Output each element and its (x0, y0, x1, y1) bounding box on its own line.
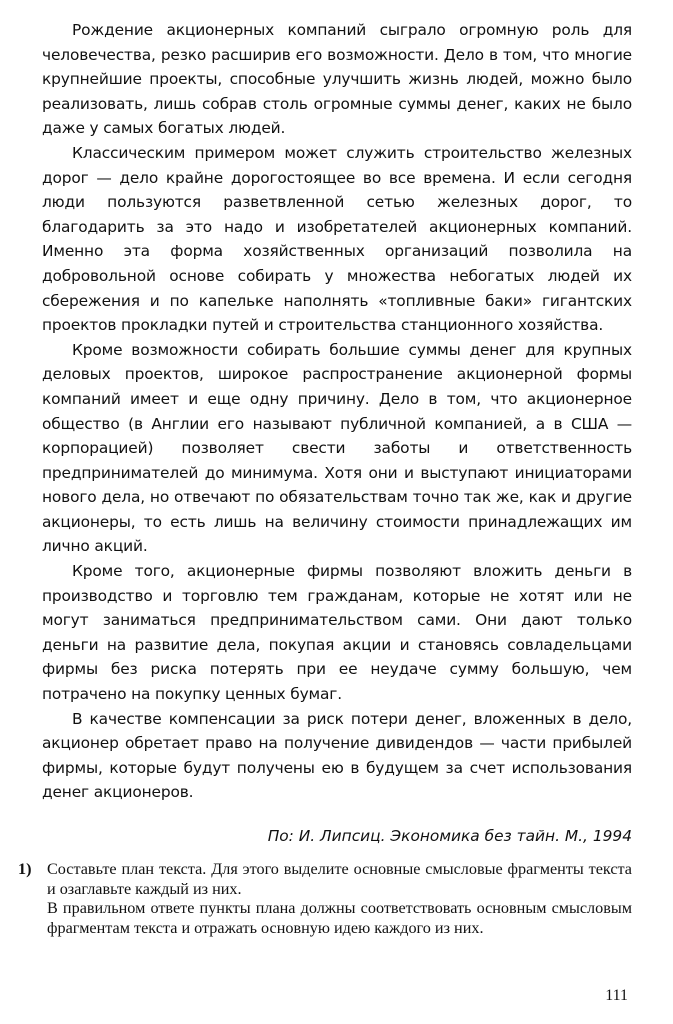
task-note: В правильном ответе пункты плана должны соответствовать основным смысловым фрагментам текста и отражать основную идею каждого из них. (47, 899, 632, 937)
task-body (47, 860, 632, 938)
paragraph-4: Кроме того, акционерные фирмы позволяют вложить деньги в производство и торговлю тем гражданам, которые не хотят или не могут заниматься предпринимательством сами. Они дают только деньги на развитие дела, покупая акции и становясь совладельцами фирмы без риска потерять при ее неудаче сумму большую, чем потрачено на покупку ценных бумаг. (42, 562, 632, 704)
paragraph-3: Кроме возможности собирать большие суммы денег для крупных деловых проектов, широкое распространение акционерной формы компаний имеет и еще одну причину. Дело в том, что акционерное общество (в Англии его называют публичной компанией, а в США — корпорацией) позволяет свести заботы и ответственность предпринимателей до минимума. Хотя они и выступают инициаторами нового дела, но отвечают по обязательствам точно так же, как и другие акционеры, то есть лишь на величину стоимости принадлежащих им лично акций. (42, 340, 632, 556)
paragraph-2: Классическим примером может служить строительство железных дорог — дело крайне дорогостоящее во все времена. И если сегодня люди пользуются разветвленной сетью железных дорог, то благодарить за это надо и изобретателей акционерных компаний. Именно эта форма хозяйственных организаций позволила на добровольной основе собирать у множества небогатых людей их сбережения и по капельке наполнять «топливные баки» гигантских проектов прокладки путей и строительства станционного хозяйства. (42, 143, 632, 335)
page-number: 111 (605, 987, 628, 1004)
article-text (42, 18, 632, 805)
source-citation: По: И. Липсиц. Экономика без тайн. М., 1994 (267, 827, 632, 845)
task-block (18, 860, 632, 938)
task-number: 1) (18, 860, 32, 878)
paragraph-5: В качестве компенсации за риск потери денег, вложенных в дело, акционер обретает право на получение дивидендов — части прибылей фирмы, которые будут получены ею в будущем за счет использования денег акционеров. (42, 709, 632, 802)
task-instruction: Составьте план текста. Для этого выделите основные смысловые фрагменты текста и озаглавьте каждый из них. (47, 860, 632, 898)
paragraph-1: Рождение акционерных компаний сыграло огромную роль для человечества, резко расширив его возможности. Дело в том, что многие крупнейшие проекты, способные улучшить жизнь людей, можно было реализовать, лишь собрав столь огромные суммы денег, каких не было даже у самых богатых людей. (42, 21, 632, 138)
